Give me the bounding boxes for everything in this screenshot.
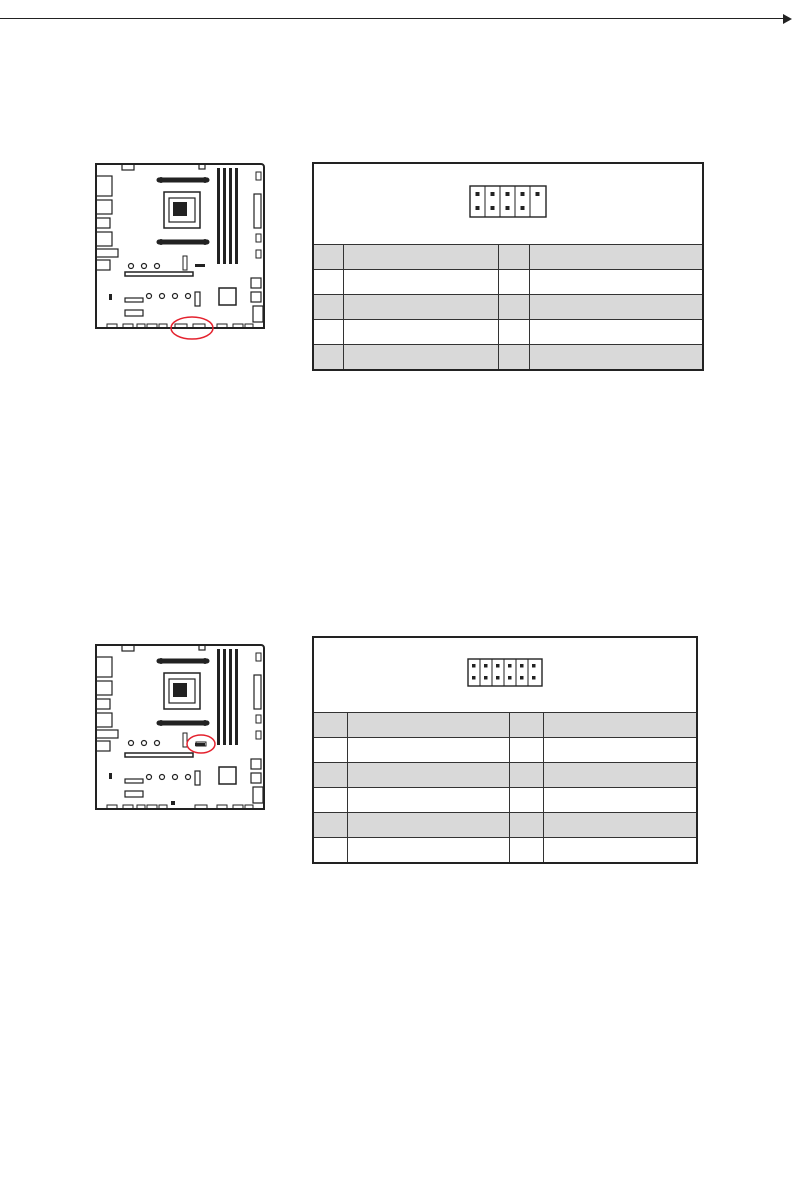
pin-table-panel-1	[312, 162, 704, 371]
table-row	[314, 838, 696, 863]
table-row	[314, 788, 696, 813]
connector-header-icon	[467, 658, 543, 688]
table-row	[314, 345, 702, 370]
right-arrow-icon	[783, 14, 792, 24]
connector-header-icon	[469, 185, 547, 219]
table-row	[314, 295, 702, 320]
pin-table-1	[314, 244, 702, 369]
table-row	[314, 763, 696, 788]
motherboard-diagram-1	[93, 162, 269, 342]
table-row	[314, 738, 696, 763]
table-row	[314, 320, 702, 345]
table-row	[314, 713, 696, 738]
table-row	[314, 270, 702, 295]
motherboard-icon	[93, 643, 269, 815]
pin-table-panel-2	[312, 636, 698, 864]
table-row	[314, 813, 696, 838]
motherboard-icon	[93, 162, 269, 342]
pin-header-illustration-2	[314, 658, 696, 688]
pin-table-2	[314, 712, 696, 862]
motherboard-diagram-2	[93, 643, 269, 815]
table-row	[314, 245, 702, 270]
pin-header-illustration-1	[314, 185, 702, 219]
top-edge-line	[0, 18, 787, 19]
